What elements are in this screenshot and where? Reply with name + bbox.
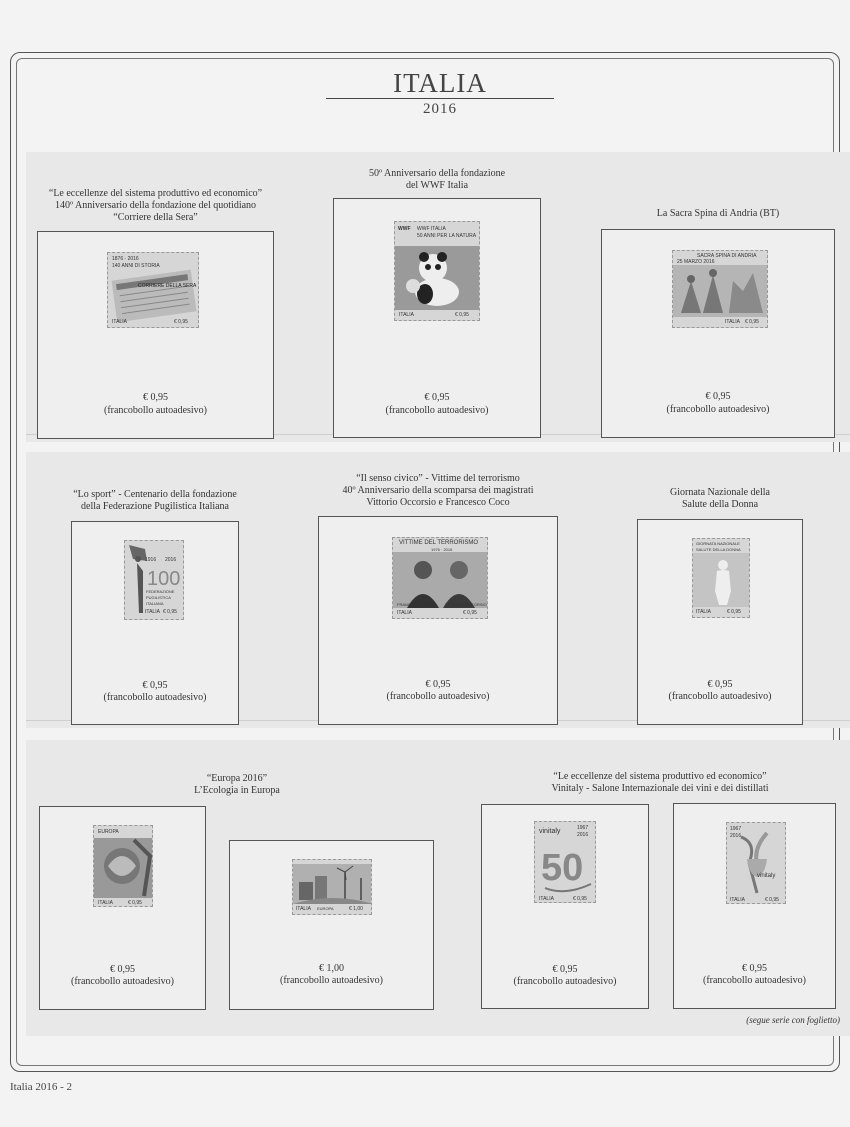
wind-turbine-icon: ITALIA EUROPA € 1,00 (292, 859, 372, 915)
boxer-icon: 100 1916 2016 FEDERAZIONE PUGILISTICA ITALIANA ITALIA € 0,95 (124, 540, 184, 620)
vinitaly-icon: 50 vinitaly 1967 2016 ITALIA € 0,95 (534, 821, 596, 903)
stamp-mount (333, 198, 541, 438)
stamp-note: (francobollo autoadesivo) (279, 975, 384, 986)
wine-glass-icon: 1967 2016 vinitaly ITALIA € 0,95 (726, 822, 786, 904)
page-year: 2016 (423, 101, 457, 117)
stamp-price: € 0,95 (142, 680, 168, 691)
stamp-price: € 0,95 (424, 392, 450, 403)
stamp-mount (481, 804, 649, 1009)
svg-text:100: 100 (147, 568, 181, 590)
stamp-price: € 0,95 (742, 963, 767, 974)
stamp-caption: “Europa 2016” L’Ecologia in Europa (194, 773, 280, 796)
stamp-price: € 0,95 (143, 392, 168, 403)
stamp-mount (601, 229, 835, 438)
svg-text:50: 50 (541, 847, 584, 889)
ecology-icon: EUROPA ITALIA € 0,95 (93, 825, 153, 907)
stamp-caption: La Sacra Spina di Andria (BT) (656, 208, 780, 219)
stamp-caption: “Il senso civico” - Vittime del terrorismo 40º Anniversario della scomparsa dei magistrati Vittorio Occorsio e Francesco Coco (342, 473, 534, 508)
panda-icon: WWF WWF ITALIA 50 ANNI PER LA NATURA ITALIA € 0,95 (394, 221, 480, 321)
stamp-mount (37, 231, 274, 439)
stamp-caption: “Lo sport” - Centenario della fondazione della Federazione Pugilistica Italiana (73, 489, 237, 512)
stamp-mount (39, 806, 206, 1010)
stamp-price: € 1,00 (319, 963, 344, 974)
stamp-mount (229, 840, 434, 1010)
stamp-price: € 0,95 (552, 964, 578, 975)
stamp-note: (francobollo autoadesivo) (386, 691, 490, 702)
page-footer: Italia 2016 - 2 (10, 1081, 73, 1093)
stamp-caption: “Le eccellenze del sistema produttivo ed economico” Vinitaly - Salone Internazionale dei vini e dei distillati (551, 771, 769, 794)
stamp-mount (71, 521, 239, 725)
page-title: ITALIA (326, 68, 554, 99)
stamp-mount (318, 516, 558, 725)
stamp-note: (francobollo autoadesivo) (668, 691, 772, 702)
newspaper-icon: 1876 · 2016 140 ANNI DI STORIA CORRIERE DELLA SERA ITALIA € 0,95 (107, 252, 199, 328)
stamp-mount (673, 803, 836, 1009)
stamp-note: (francobollo autoadesivo) (702, 975, 807, 986)
stamp-price: € 0,95 (705, 391, 731, 402)
relief-icon: SACRA SPINA DI ANDRIA 25 MARZO 2016 ITALIA € 0,95 (672, 250, 768, 328)
stamp-price: € 0,95 (707, 679, 733, 690)
stamp-note: (francobollo autoadesivo) (103, 692, 207, 703)
page-header (326, 68, 554, 118)
stamp-mount (637, 519, 803, 725)
stamp-note: (francobollo autoadesivo) (666, 404, 770, 415)
stamp-note: (francobollo autoadesivo) (103, 405, 208, 416)
stamp-caption: 50º Anniversario della fondazione del WWF Italia (368, 168, 506, 191)
stamp-note: (francobollo autoadesivo) (385, 405, 489, 416)
stamp-caption: “Le eccellenze del sistema produttivo ed economico” 140º Anniversario della fondazione del quotidiano “Corriere della Sera” (48, 188, 263, 223)
continuation-note: (segue serie con foglietto) (746, 1015, 840, 1025)
stamp-note: (francobollo autoadesivo) (70, 976, 175, 987)
stamp-caption: Giornata Nazionale della Salute della Donna (670, 487, 770, 510)
portraits-icon: VITTIME DEL TERRORISMO 1976 · 2016 FRANCESCO COCO VITTORIO OCCORSIO ITALIA € 0,95 (392, 537, 488, 619)
stamp-note: (francobollo autoadesivo) (513, 976, 617, 987)
stamp-price: € 0,95 (110, 964, 135, 975)
woman-icon: GIORNATA NAZIONALE SALUTE DELLA DONNA ITALIA € 0,95 (692, 538, 750, 618)
stamp-price: € 0,95 (425, 679, 451, 690)
